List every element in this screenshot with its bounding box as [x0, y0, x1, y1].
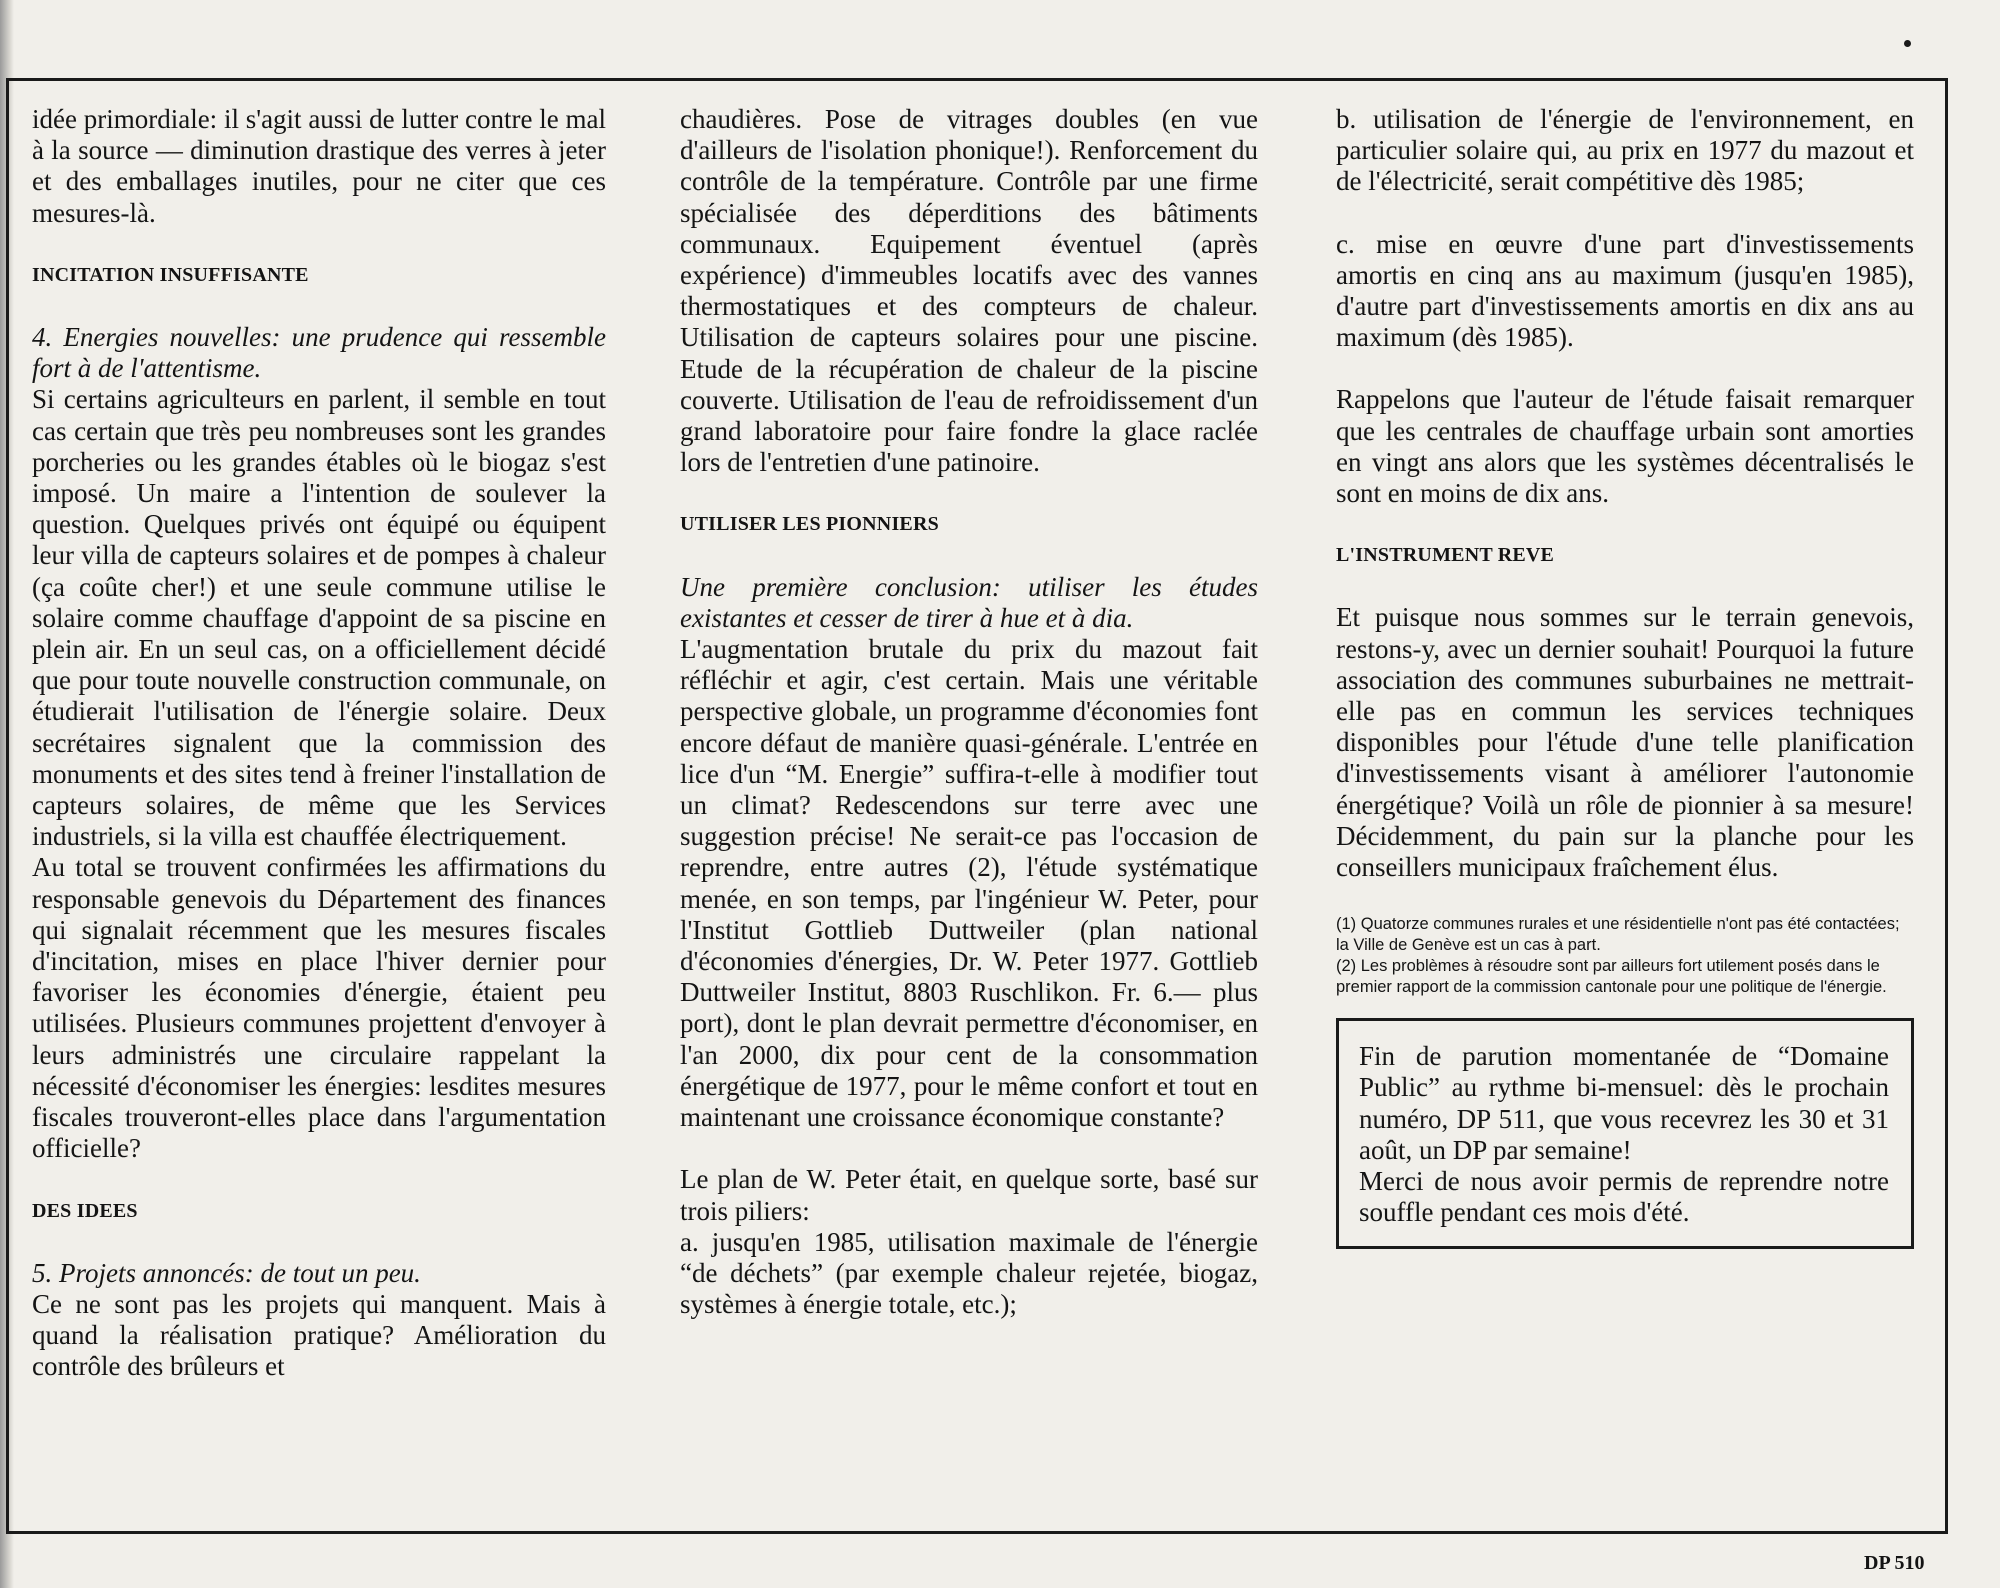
paragraph: b. utilisation de l'énergie de l'environnement, en particulier solaire qui, au prix en 1977 du mazout et de l'électricité, serait compétitive dès 1985;: [1336, 104, 1914, 197]
notice-paragraph: Merci de nous avoir permis de reprendre notre souffle pendant ces mois d'été.: [1359, 1166, 1889, 1228]
section-heading-idees: DES IDEES: [32, 1199, 138, 1222]
column-3: [1336, 104, 1914, 1249]
paragraph: a. jusqu'en 1985, utilisation maximale de l'énergie “de déchets” (par exemple chaleur rejetée, biogaz, systèmes à énergie totale, etc.);: [680, 1226, 1258, 1320]
footnote-2: (2) Les problèmes à résoudre sont par ailleurs fort utilement posés dans le premier rapport de la commission cantonale pour une politique de l'énergie.: [1336, 957, 1887, 997]
paragraph: Au total se trouvent confirmées les affirmations du responsable genevois du Département des finances qui signalait récemment que les mesures fiscales d'incitation, mises en place l'hiver dernier pour favoriser les économies d'énergie, étaient peu utilisées. Plusieurs communes projettent d'envoyer à leurs administrés une circulaire rappelant la nécessité d'économiser les énergies: lesdites mesures fiscales trouveront-elles place dans l'argumentation officielle?: [32, 852, 606, 1164]
notice-paragraph: Fin de parution momentanée de “Domaine Public” au rythme bi-mensuel: dès le prochain numéro, DP 511, que vous recevrez les 30 et 31 août, un DP par semaine!: [1359, 1041, 1889, 1165]
column-2: [680, 104, 1258, 1320]
section-heading-pionniers: UTILISER LES PIONNIERS: [680, 513, 939, 536]
paragraph: chaudières. Pose de vitrages doubles (en vue d'ailleurs de l'isolation phonique!). Renforcement du contrôle de la température. Contrôle par une firme spécialisée des déperditions des bâtiments communaux. Equipement éventuel (après expérience) d'immeubles locatifs avec des vannes thermostatiques et des compteurs de chaleur. Utilisation de capteurs solaires pour une piscine. Etude de la récupération de chaleur de la piscine couverte. Utilisation de l'eau de refroidissement d'un grand laboratoire pour faire fondre la glace raclée lors de l'entretien d'une patinoire.: [680, 104, 1258, 478]
footnote-1: (1) Quatorze communes rurales et une résidentielle n'ont pas été contactées; la Ville de Genève est un cas à part.: [1336, 915, 1900, 955]
publication-notice-box: [1336, 1018, 1914, 1249]
paragraph: c. mise en œuvre d'une part d'investissements amortis en cinq ans au maximum (jusqu'en 1985), d'autre part d'investissements amortis en dix ans au maximum (dès 1985).: [1336, 228, 1914, 353]
item-4-title: 4. Energies nouvelles: une prudence qui ressemble fort à de l'attentisme.: [32, 322, 606, 384]
conclusion-statement: Une première conclusion: utiliser les études existantes et cesser de tirer à hue et à dia.: [680, 571, 1258, 633]
footnotes: [1336, 914, 1914, 998]
paragraph: Le plan de W. Peter était, en quelque sorte, basé sur trois piliers:: [680, 1164, 1258, 1226]
paragraph: Ce ne sont pas les projets qui manquent. Mais à quand la réalisation pratique? Amélioration du contrôle des brûleurs et: [32, 1288, 606, 1382]
section-heading-incitation: INCITATION INSUFFISANTE: [32, 263, 309, 286]
paragraph: L'augmentation brutale du prix du mazout fait réfléchir et agir, c'est certain. Mais une véritable perspective globale, un programme d'économies font encore défaut de manière quasi-générale. L'entrée en lice d'un “M. Energie” suffira-t-elle à modifier tout un climat? Redescendons sur terre avec une suggestion précise! Ne serait-ce pas l'occasion de reprendre, entre autres (2), l'étude systématique menée, en son temps, par l'ingénieur W. Peter, pour l'Institut Gottlieb Duttweiler (plan national d'économies d'énergies, Dr. W. Peter 1977. Gottlieb Duttweiler Institut, 8803 Ruschlikon. Fr. 6.— plus port), dont le plan devrait permettre d'économiser, en l'an 2000, dix pour cent de la consommation énergétique de 1977, pour le même confort et tout en maintenant une croissance économique constante?: [680, 634, 1258, 1133]
column-1: [32, 104, 606, 1383]
item-5-title: 5. Projets annoncés: de tout un peu.: [32, 1257, 421, 1288]
paragraph: idée primordiale: il s'agit aussi de lutter contre le mal à la source — diminution drastique des verres à jeter et des emballages inutiles, pour ne citer que ces mesures-là.: [32, 104, 606, 228]
paragraph: Rappelons que l'auteur de l'étude faisait remarquer que les centrales de chauffage urbain sont amorties en vingt ans alors que les systèmes décentralisés le sont en moins de dix ans.: [1336, 384, 1914, 509]
print-dot: [1904, 40, 1911, 47]
page-number: DP 510: [1864, 1552, 1925, 1574]
paragraph: Et puisque nous sommes sur le terrain genevois, restons-y, avec un dernier souhait! Pourquoi la future association des communes suburbaines ne mettrait-elle pas en commun les services techniques disponibles pour l'étude d'une telle planification d'investissements visant à améliorer l'autonomie énergétique? Voilà un rôle de pionnier à sa mesure! Décidemment, du pain sur la planche pour les conseillers municipaux fraîchement élus.: [1336, 602, 1914, 883]
section-heading-instrument: L'INSTRUMENT REVE: [1336, 544, 1555, 567]
paragraph: Si certains agriculteurs en parlent, il semble en tout cas certain que très peu nombreuses sont les grandes porcheries ou les grandes étables où le biogaz s'est imposé. Un maire a l'intention de soulever la question. Quelques privés ont équipé ou équipent leur villa de capteurs solaires et de pompes à chaleur (ça coûte cher!) et une seule commune utilise le solaire comme chauffage d'appoint de sa piscine en plein air. En un seul cas, on a officiellement décidé que pour toute nouvelle construction communale, on étudierait l'utilisation de l'énergie solaire. Deux secrétaires signalent que la commission des monuments et des sites tend à freiner l'installation de capteurs solaires, de même que les Services industriels, si la villa est chauffée électriquement.: [32, 384, 606, 852]
